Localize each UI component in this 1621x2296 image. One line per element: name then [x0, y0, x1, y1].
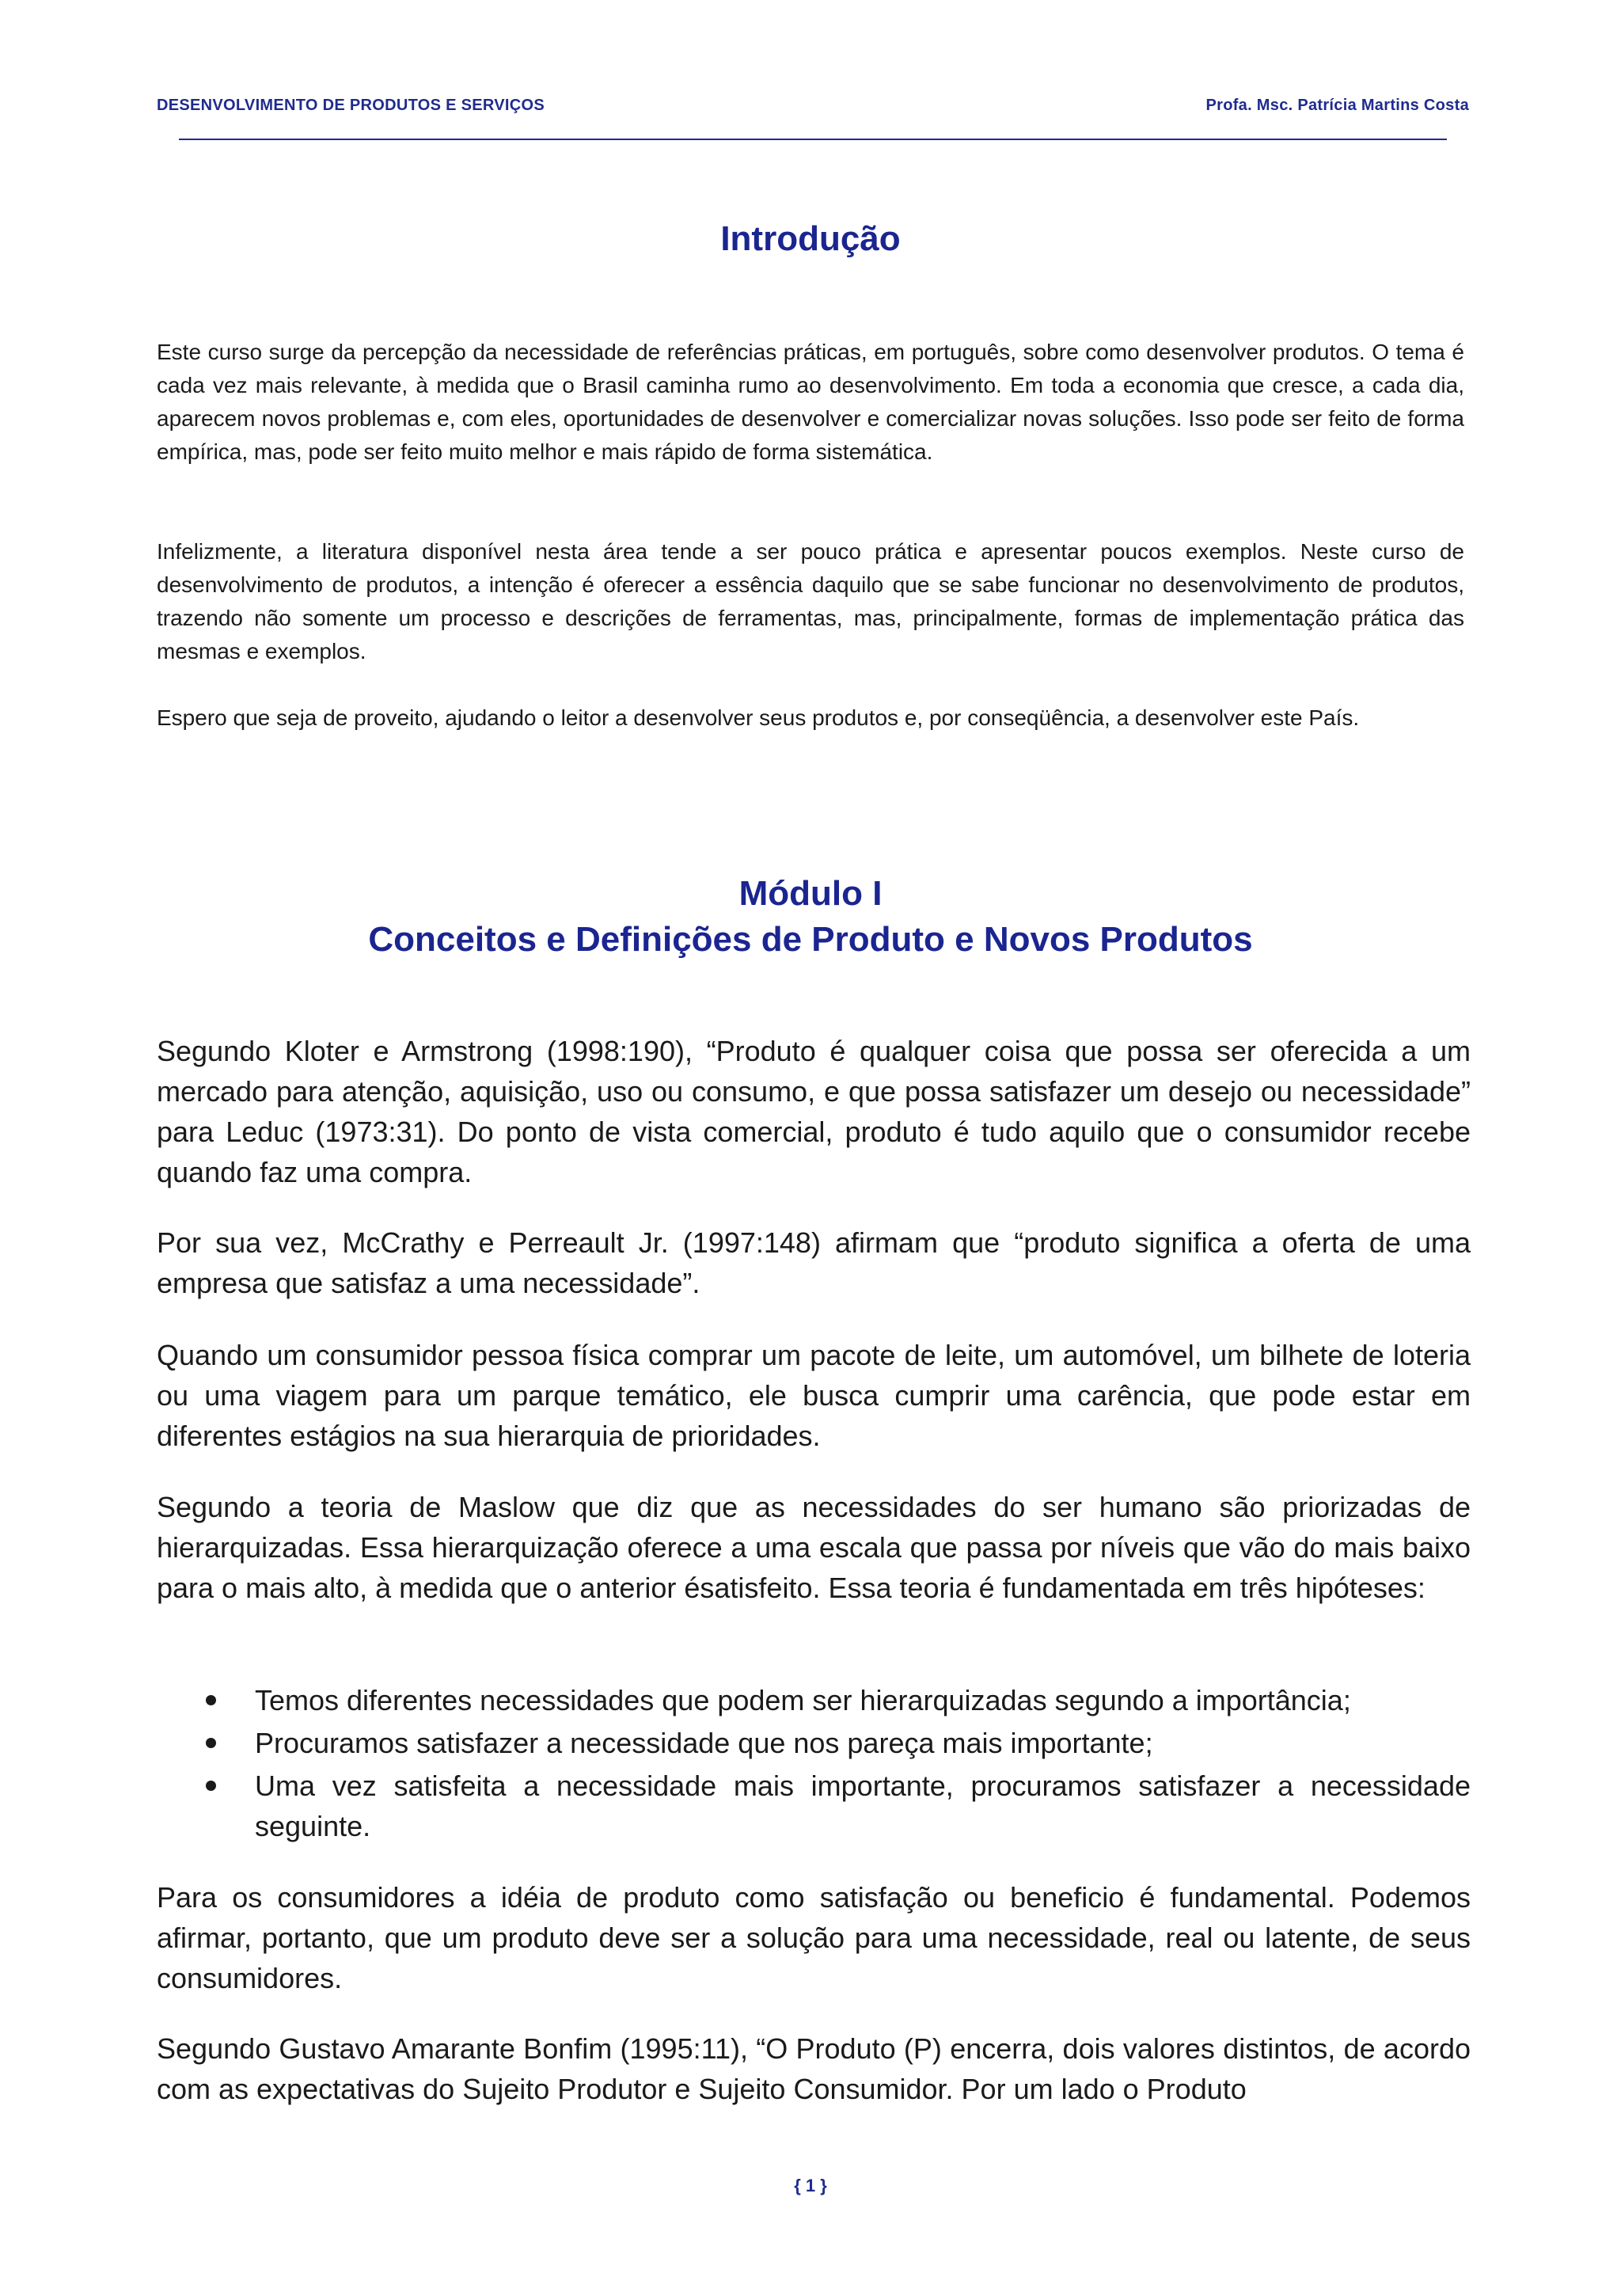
body-paragraph: Quando um consumidor pessoa física comprar um pacote de leite, um automóvel, um bilhete de loteria ou uma viagem para um parque temático, ele busca cumprir uma carência, que pode estar em diferentes estágios na sua hierarquia de prioridades. [157, 1339, 1471, 1452]
list-item-text: Temos diferentes necessidades que podem ser hierarquizadas segundo a importância; [255, 1684, 1351, 1716]
module-title-line1: Módulo I [738, 874, 883, 913]
list-item-text: Procuramos satisfazer a necessidade que nos pareça mais importante; [255, 1727, 1153, 1759]
list-item [157, 1680, 1471, 1720]
header-course-title: DESENVOLVIMENTO DE PRODUTOS E SERVIÇOS [157, 97, 545, 114]
list-item [157, 1766, 1471, 1846]
list-item-text: Uma vez satisfeita a necessidade mais importante, procuramos satisfazer a necessidade seguinte. [255, 1770, 1471, 1842]
page-header [157, 97, 1469, 120]
module-title [0, 871, 1621, 963]
header-author: Profa. Msc. Patrícia Martins Costa [1205, 97, 1469, 114]
bullet-icon [206, 1738, 216, 1748]
body-paragraph: Para os consumidores a idéia de produto como satisfação ou beneficio é fundamental. Podemos afirmar, portanto, que um produto deve ser a solução para uma necessidade, real ou latente, de seus consumidores. [157, 1881, 1471, 1994]
body-paragraph: Segundo Kloter e Armstrong (1998:190), “Produto é qualquer coisa que possa ser oferecida a um mercado para atenção, aquisição, uso ou consumo, e que possa satisfazer um desejo ou necessidade” para Leduc (1973:31). Do ponto de vista comercial, produto é tudo aquilo que o consumidor recebe quando faz uma compra. [157, 1035, 1471, 1188]
intro-paragraph: Espero que seja de proveito, ajudando o leitor a desenvolver seus produtos e, por conseqüência, a desenvolver este País. [157, 705, 1360, 730]
body-paragraph: Segundo a teoria de Maslow que diz que as necessidades do ser humano são priorizadas de hierarquizadas. Essa hierarquização oferece a uma escala que passa por níveis que vão do mais baixo para o mais alto, à medida que o anterior ésatisfeito. Essa teoria é fundamentada em três hipóteses: [157, 1491, 1471, 1604]
bullet-icon [206, 1781, 216, 1791]
intro-paragraph: Infelizmente, a literatura disponível nesta área tende a ser pouco prática e apresentar poucos exemplos. Neste curso de desenvolvimento de produtos, a intenção é oferecer a essência daquilo que se sabe funcionar no desenvolvimento de produtos, trazendo não somente um processo e descrições de ferramentas, mas, principalmente, formas de implementação prática das mesmas e exemplos. [157, 539, 1464, 663]
intro-title: Introdução [720, 219, 901, 258]
intro-paragraph: Este curso surge da percepção da necessidade de referências práticas, em português, sobre como desenvolver produtos. O tema é cada vez mais relevante, à medida que o Brasil caminha rumo ao desenvolvimento. Em toda a economia que cresce, a cada dia, aparecem novos problemas e, com eles, oportunidades de desenvolver e comercializar novas soluções. Isso pode ser feito de forma empírica, mas, pode ser feito muito melhor e mais rápido de forma sistemática. [157, 340, 1464, 464]
hypotheses-list [157, 1680, 1471, 1849]
list-item [157, 1723, 1471, 1763]
body-paragraph: Por sua vez, McCrathy e Perreault Jr. (1997:148) afirmam que “produto significa a oferta de uma empresa que satisfaz a uma necessidade”. [157, 1226, 1471, 1299]
bullet-icon [206, 1695, 216, 1705]
body-paragraph: Segundo Gustavo Amarante Bonfim (1995:11), “O Produto (P) encerra, dois valores distintos, de acordo com as expectativas do Sujeito Produtor e Sujeito Consumidor. Por um lado o Produto [157, 2032, 1471, 2105]
page-number: { 1 } [794, 2176, 827, 2195]
header-divider [179, 139, 1447, 140]
module-title-line2: Conceitos e Definições de Produto e Novos Produtos [368, 920, 1253, 959]
